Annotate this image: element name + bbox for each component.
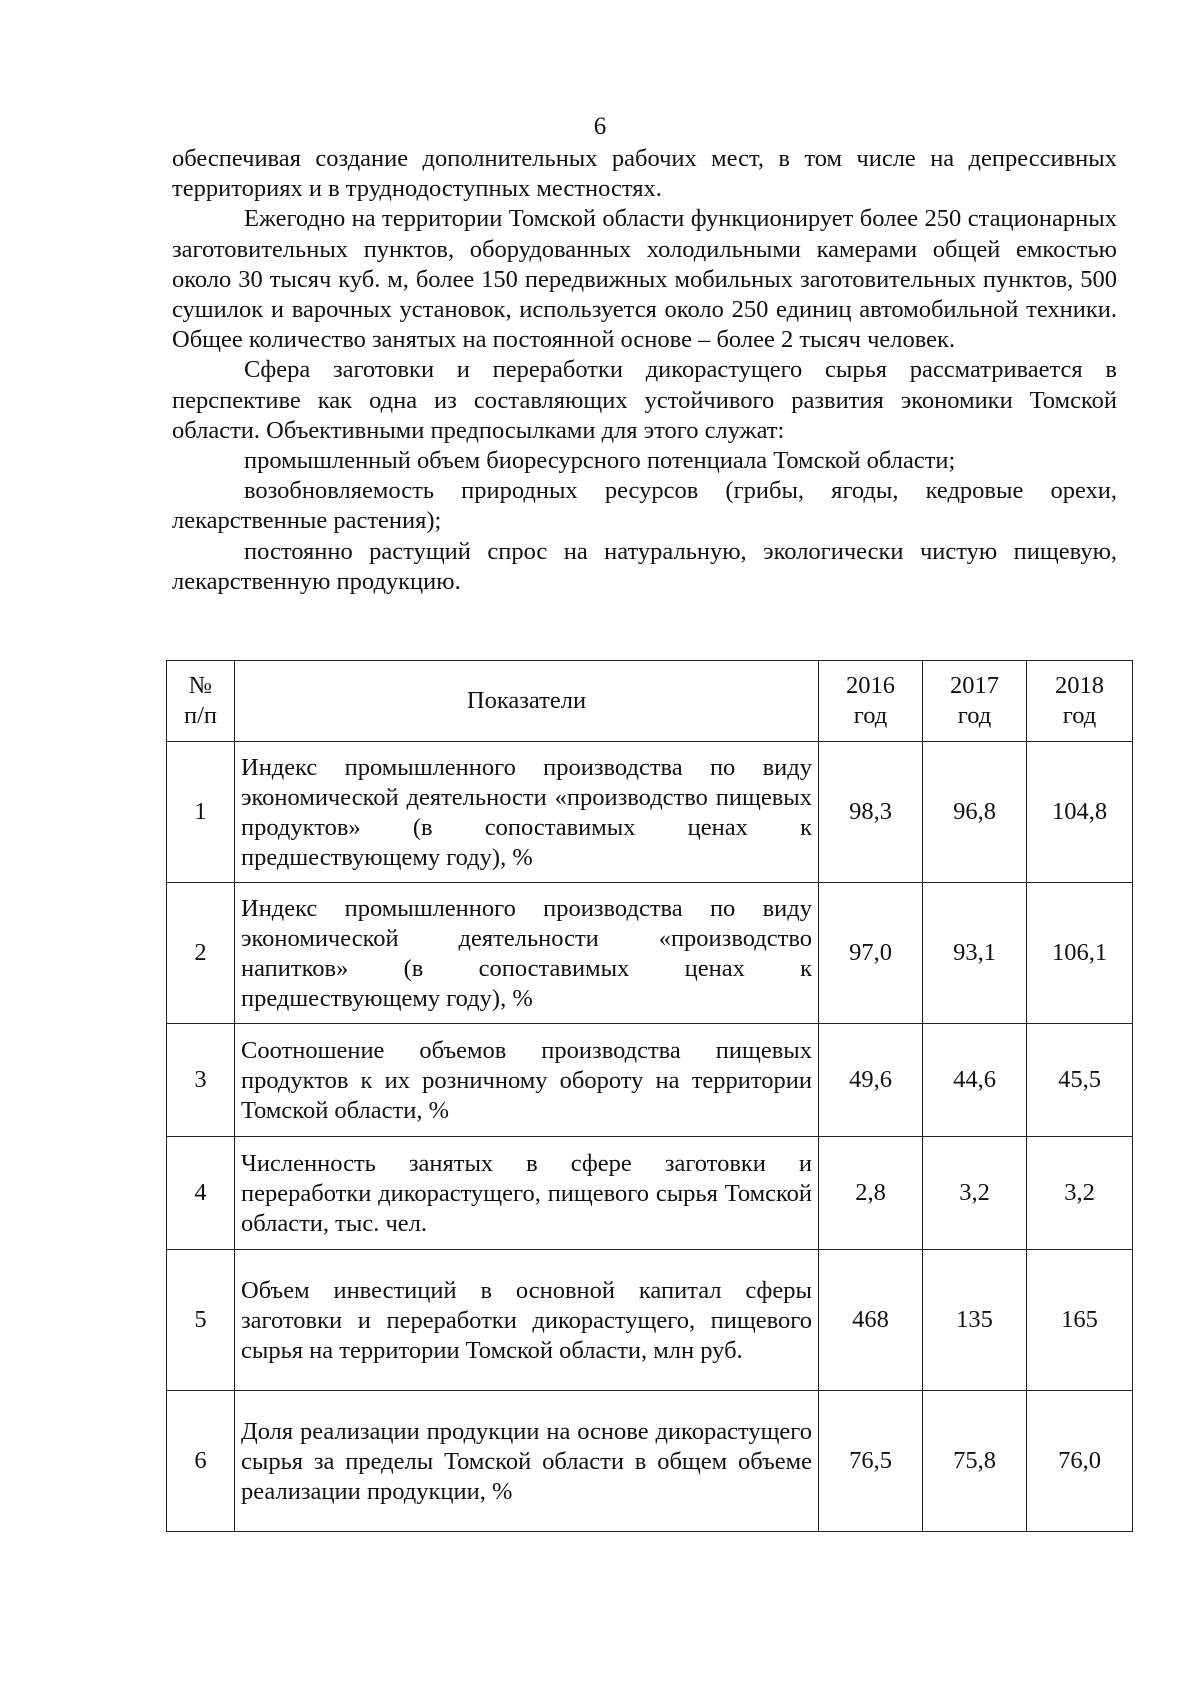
value-2017: 135 (923, 1250, 1027, 1391)
value-2016: 49,6 (819, 1024, 923, 1137)
value-2016: 98,3 (819, 742, 923, 883)
header-2017 (923, 661, 1027, 742)
value-2016: 2,8 (819, 1137, 923, 1250)
header-2017-year: 2017 (950, 672, 999, 699)
table-row (167, 883, 1133, 1024)
value-2016: 76,5 (819, 1391, 923, 1532)
row-number: 6 (167, 1391, 235, 1532)
header-num (167, 661, 235, 742)
table-row (167, 1391, 1133, 1532)
value-2016: 468 (819, 1250, 923, 1391)
row-indicator: Доля реализации продукции на основе дикорастущего сырья за пределы Томской области в общем объеме реализации продукции, % (235, 1391, 819, 1532)
header-num-line1: № (188, 672, 213, 699)
table-row (167, 742, 1133, 883)
paragraph: постоянно растущий спрос на натуральную, экологически чистую пищевую, лекарственную продукцию. (172, 537, 1117, 595)
row-number: 1 (167, 742, 235, 883)
header-num-line2: п/п (183, 702, 218, 729)
row-indicator: Индекс промышленного производства по виду экономической деятельности «производство напитков» (в сопоставимых ценах к предшествующему году), % (235, 883, 819, 1024)
page-number: 6 (593, 113, 607, 140)
header-2016-year: 2016 (846, 672, 895, 699)
row-number: 3 (167, 1024, 235, 1137)
indicators-table (166, 660, 1133, 1532)
value-2017: 96,8 (923, 742, 1027, 883)
value-2018: 45,5 (1027, 1024, 1133, 1137)
value-2018: 3,2 (1027, 1137, 1133, 1250)
header-2018-year: 2018 (1055, 672, 1104, 699)
table-row (167, 1250, 1133, 1391)
value-2017: 93,1 (923, 883, 1027, 1024)
header-2018 (1027, 661, 1133, 742)
value-2018: 76,0 (1027, 1391, 1133, 1532)
row-indicator: Объем инвестиций в основной капитал сферы заготовки и переработки дикорастущего, пищевого сырья на территории Томской области, млн руб. (235, 1250, 819, 1391)
row-indicator: Соотношение объемов производства пищевых продуктов к их розничному обороту на территории Томской области, % (235, 1024, 819, 1137)
value-2017: 44,6 (923, 1024, 1027, 1137)
value-2018: 104,8 (1027, 742, 1133, 883)
value-2017: 75,8 (923, 1391, 1027, 1532)
paragraph: Ежегодно на территории Томской области функционирует более 250 стационарных заготовительных пунктов, оборудованных холодильными камерами общей емкостью около 30 тысяч куб. м, более 150 передвижных мобильных заготовительных пунктов, 500 сушилок и варочных установок, используется около 250 единиц автомобильной техники. Общее количество занятых на постоянной основе – более 2 тысяч человек. (172, 205, 1117, 354)
header-2016-label: год (853, 702, 888, 729)
value-2017: 3,2 (923, 1137, 1027, 1250)
paragraph: промышленный объем биоресурсного потенциала Томской области; (244, 447, 956, 475)
row-number: 2 (167, 883, 235, 1024)
paragraph: Сфера заготовки и переработки дикорастущего сырья рассматривается в перспективе как одна из составляющих устойчивого развития экономики Томской области. Объективными предпосылками для этого служат: (172, 356, 1117, 444)
header-2018-label: год (1062, 702, 1097, 729)
paragraph: обеспечивая создание дополнительных рабочих мест, в том числе на депрессивных территориях и в труднодоступных местностях. (172, 145, 1117, 203)
header-2016 (819, 661, 923, 742)
row-indicator: Численность занятых в сфере заготовки и переработки дикорастущего, пищевого сырья Томской области, тыс. чел. (235, 1137, 819, 1250)
value-2016: 97,0 (819, 883, 923, 1024)
value-2018: 165 (1027, 1250, 1133, 1391)
paragraph: возобновляемость природных ресурсов (грибы, ягоды, кедровые орехи, лекарственные растения); (172, 477, 1117, 535)
value-2018: 106,1 (1027, 883, 1133, 1024)
table-row (167, 1137, 1133, 1250)
body-text (172, 144, 1117, 597)
row-number: 5 (167, 1250, 235, 1391)
table-header-row (167, 661, 1133, 742)
row-number: 4 (167, 1137, 235, 1250)
row-indicator: Индекс промышленного производства по виду экономической деятельности «производство пищевых продуктов» (в сопоставимых ценах к предшествующему году), % (235, 742, 819, 883)
table-row (167, 1024, 1133, 1137)
header-2017-label: год (957, 702, 992, 729)
header-indicator: Показатели (235, 661, 819, 742)
